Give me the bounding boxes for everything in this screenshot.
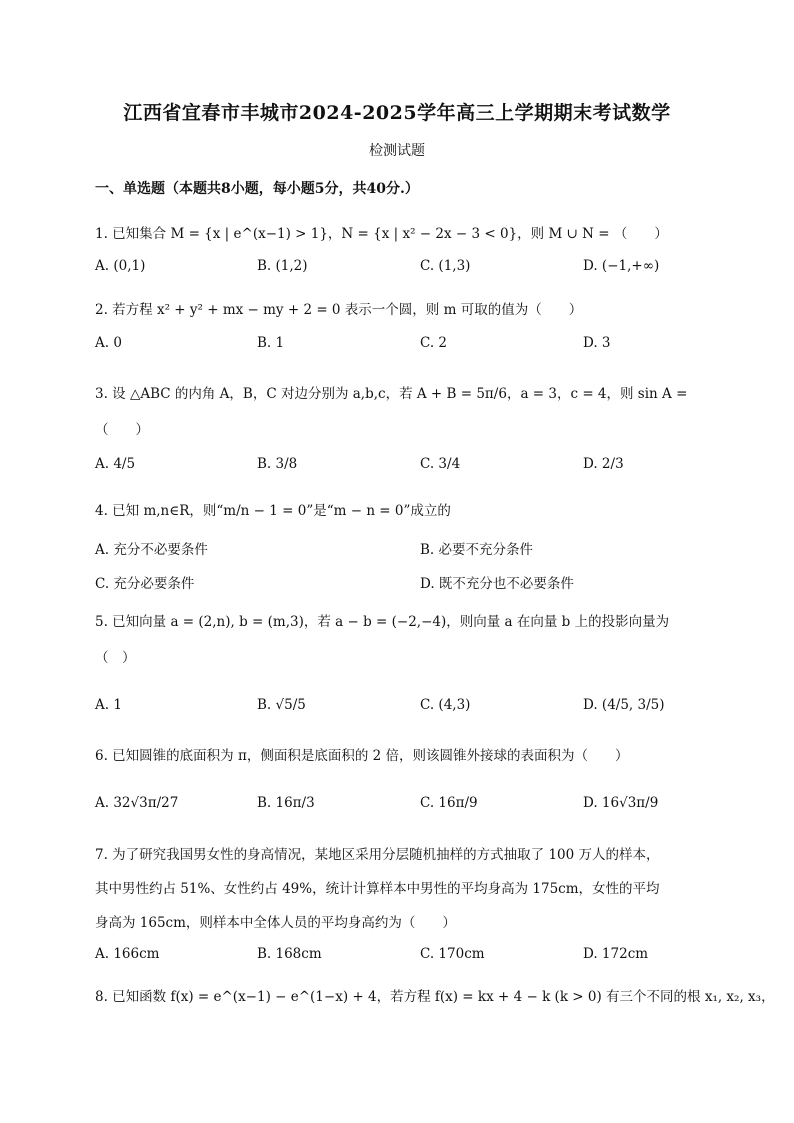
option-b: B. 3/8 [257, 456, 298, 472]
option-c: C. 3/4 [420, 456, 461, 472]
option-d: D. (−1,+∞) [583, 258, 660, 274]
option-c: C. 16π/9 [420, 795, 478, 811]
question-7-stem-line1: 7. 为了研究我国男女性的身高情况，某地区采用分层随机抽样的方式抽取了 100 万人的样本， [95, 847, 660, 863]
option-d: D. 16√3π/9 [583, 795, 659, 811]
question-5-stem-cont: （ ） [95, 650, 136, 666]
question-7-stem-line3: 身高为 165cm，则样本中全体人员的平均身高约为（ ） [95, 915, 456, 931]
question-5-stem: 5. 已知向量 a = (2,n), b = (m,3)，若 a − b = (−2,−4)，则向量 a 在向量 b 上的投影向量为 [95, 614, 670, 630]
page-title: 江西省宜春市丰城市2024-2025学年高三上学期期末考试数学 [123, 102, 671, 124]
option-b: B. 16π/3 [257, 795, 315, 811]
option-c: C. 2 [420, 335, 448, 351]
option-d: D. 172cm [583, 946, 649, 962]
question-1-stem: 1. 已知集合 M = {x | e^(x−1) > 1}，N = {x | x² − 2x − 3 < 0}，则 M ∪ N = （ ） [95, 226, 668, 242]
option-c: C. (1,3) [420, 258, 471, 274]
option-b: B. 168cm [257, 946, 322, 962]
page-subtitle: 检测试题 [369, 143, 425, 159]
question-6-stem: 6. 已知圆锥的底面积为 π，侧面积是底面积的 2 倍，则该圆锥外接球的表面积为（ ） [95, 748, 629, 764]
option-d: D. (4/5, 3/5) [583, 697, 665, 713]
option-a: A. 4/5 [95, 456, 136, 472]
question-2-stem: 2. 若方程 x² + y² + mx − my + 2 = 0 表示一个圆，则 m 可取的值为（ ） [95, 302, 583, 318]
option-b: B. 1 [257, 335, 285, 351]
option-d: D. 2/3 [583, 456, 624, 472]
question-3-stem-cont: （ ） [95, 422, 149, 438]
option-b: B. 必要不充分条件 [420, 542, 534, 558]
option-b: B. √5/5 [257, 697, 306, 713]
option-a: A. 166cm [95, 946, 160, 962]
section-heading: 一、单选题（本题共8小题，每小题5分，共40分.） [95, 181, 419, 197]
option-c: C. 170cm [420, 946, 485, 962]
option-b: B. (1,2) [257, 258, 308, 274]
option-a: A. 0 [95, 335, 122, 351]
question-7-stem-line2: 其中男性约占 51%、女性约占 49%，统计计算样本中男性的平均身高为 175cm，女性的平均 [95, 881, 660, 897]
option-a: A. 32√3π/27 [95, 795, 179, 811]
option-c: C. 充分必要条件 [95, 576, 195, 592]
question-3-stem: 3. 设 △ABC 的内角 A，B，C 对边分别为 a,b,c，若 A + B = 5π/6，a = 3，c = 4，则 sin A = [95, 386, 688, 402]
option-d: D. 既不充分也不必要条件 [420, 576, 574, 592]
option-a: A. 充分不必要条件 [95, 542, 208, 558]
option-a: A. 1 [95, 697, 122, 713]
option-a: A. (0,1) [95, 258, 146, 274]
question-4-stem: 4. 已知 m,n∈R，则“m/n − 1 = 0”是“m − n = 0”成立的 [95, 503, 451, 519]
option-d: D. 3 [583, 335, 611, 351]
option-c: C. (4,3) [420, 697, 471, 713]
question-8-stem: 8. 已知函数 f(x) = e^(x−1) − e^(1−x) + 4，若方程 f(x) = kx + 4 − k (k > 0) 有三个不同的根 x₁, x₂, x₃， [95, 989, 775, 1005]
